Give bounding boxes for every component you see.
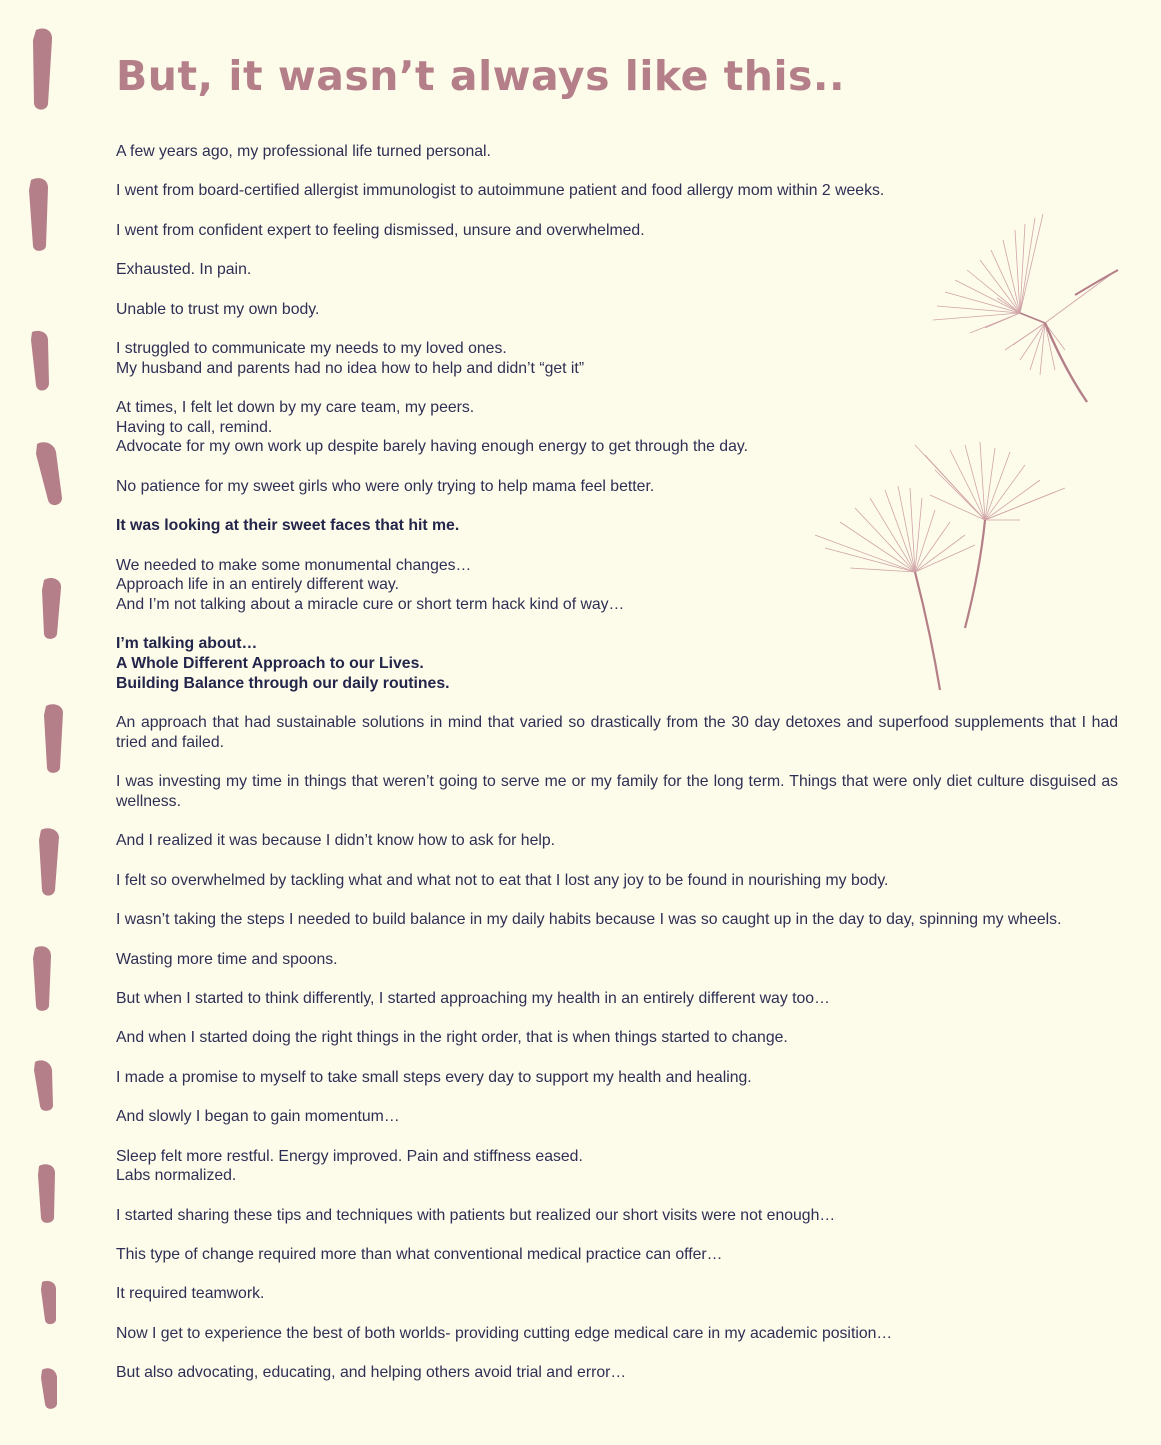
- paragraph-line: Labs normalized.: [116, 1167, 237, 1185]
- paragraph-line: A Whole Different Approach to our Lives.: [116, 655, 424, 673]
- paragraph-line: Having to call, remind.: [116, 418, 273, 436]
- brush-stroke: [39, 828, 59, 895]
- paragraph-line: Now I get to experience the best of both worlds- providing cutting edge medical care in my academic position…: [116, 1324, 893, 1342]
- paragraph-line: Building Balance through our daily routines.: [116, 674, 450, 692]
- paragraph: [116, 398, 1118, 457]
- paragraph-line: We needed to make some monumental changes…: [116, 556, 472, 574]
- paragraph: [116, 1107, 1118, 1127]
- paragraph: [116, 713, 1118, 752]
- paragraph-line: I went from confident expert to feeling dismissed, unsure and overwhelmed.: [116, 221, 645, 239]
- paragraph-line: But when I started to think differently, I started approaching my health in an entirely different way too…: [116, 989, 830, 1007]
- paragraph: [116, 142, 1118, 162]
- paragraph-line: Sleep felt more restful. Energy improved. Pain and stiffness eased.: [116, 1147, 583, 1165]
- paragraph-line: I felt so overwhelmed by tackling what and what not to eat that I lost any joy to be found in nourishing my body.: [116, 871, 889, 889]
- paragraph-line: It was looking at their sweet faces that hit me.: [116, 517, 460, 535]
- paragraph-line: At times, I felt let down by my care team, my peers.: [116, 399, 475, 417]
- brush-stroke: [33, 28, 52, 109]
- paragraph-line: My husband and parents had no idea how to help and didn’t “get it”: [116, 359, 585, 377]
- paragraph-line: I started sharing these tips and techniques with patients but realized our short visits were not enough…: [116, 1206, 836, 1224]
- paragraph: [116, 260, 1118, 280]
- bold-paragraph: [116, 516, 1118, 536]
- paragraph: [116, 1363, 1118, 1383]
- paragraph-line: No patience for my sweet girls who were only trying to help mama feel better.: [116, 477, 655, 495]
- paragraph: [116, 221, 1118, 241]
- paragraph-line: Approach life in an entirely different way.: [116, 576, 400, 594]
- paragraph-line: I wasn’t taking the steps I needed to build balance in my daily habits because I was so caught up in the day to day, spinning my wheels.: [116, 911, 1062, 929]
- paragraph-line: An approach that had sustainable solutions in mind that varied so drastically from the 30 day detoxes and superfood supplements that I had tried and failed.: [116, 714, 1118, 751]
- brush-strokes-svg: [0, 0, 90, 1440]
- brush-stroke: [44, 704, 63, 773]
- paragraph-line: I struggled to communicate my needs to my loved ones.: [116, 339, 507, 357]
- paragraph-line: And slowly I began to gain momentum…: [116, 1108, 400, 1126]
- story-text: [116, 142, 1118, 1403]
- paragraph: [116, 1284, 1118, 1304]
- paragraph-line: Exhausted. In pain.: [116, 261, 252, 279]
- paragraph: [116, 1147, 1118, 1186]
- paragraph-line: I went from board-certified allergist immunologist to autoimmune patient and food allergy mom within 2 weeks.: [116, 182, 885, 200]
- paragraph-line: Wasting more time and spoons.: [116, 950, 338, 968]
- brush-stroke: [42, 578, 61, 639]
- paragraph: [116, 871, 1118, 891]
- paragraph: [116, 950, 1118, 970]
- paragraph-line: I was investing my time in things that weren’t going to serve me or my family for the long term. Things that were only diet culture disguised as wellness.: [116, 773, 1118, 811]
- paragraph-line: This type of change required more than what conventional medical practice can offer…: [116, 1246, 723, 1264]
- paragraph: [116, 910, 1118, 930]
- paragraph: [116, 556, 1118, 615]
- paragraph: [116, 1324, 1118, 1344]
- brush-stroke: [33, 946, 51, 1011]
- brush-stroke-column: [0, 0, 90, 1440]
- paragraph: [116, 1245, 1118, 1265]
- bold-paragraph: [116, 634, 1118, 693]
- paragraph: [116, 772, 1118, 811]
- brush-stroke: [41, 1281, 56, 1324]
- paragraph-line: And I’m not talking about a miracle cure or short term hack kind of way…: [116, 596, 625, 614]
- paragraph-line: It required teamwork.: [116, 1285, 265, 1303]
- paragraph: [116, 1028, 1118, 1048]
- paragraph: [116, 1206, 1118, 1226]
- brush-stroke: [31, 331, 49, 391]
- paragraph: [116, 989, 1118, 1009]
- page-title: But, it wasn’t always like this..: [116, 52, 846, 100]
- paragraph-line: And when I started doing the right things in the right order, that is when things started to change.: [116, 1029, 788, 1047]
- brush-stroke: [36, 442, 62, 505]
- paragraph-line: I made a promise to myself to take small steps every day to support my health and healing.: [116, 1068, 752, 1086]
- paragraph-line: Unable to trust my own body.: [116, 300, 320, 318]
- paragraph-line: I’m talking about…: [116, 635, 258, 653]
- brush-stroke: [41, 1368, 57, 1409]
- brush-stroke: [29, 178, 48, 251]
- paragraph: [116, 477, 1118, 497]
- brush-stroke: [38, 1164, 55, 1223]
- paragraph-line: But also advocating, educating, and helping others avoid trial and error…: [116, 1364, 627, 1382]
- paragraph-line: A few years ago, my professional life turned personal.: [116, 143, 491, 160]
- paragraph: [116, 181, 1118, 201]
- paragraph-line: Advocate for my own work up despite barely having enough energy to get through the day.: [116, 438, 748, 456]
- paragraph: [116, 300, 1118, 320]
- paragraph: [116, 339, 1118, 378]
- paragraph: [116, 1068, 1118, 1088]
- paragraph-line: And I realized it was because I didn’t know how to ask for help.: [116, 832, 556, 850]
- brush-stroke: [34, 1060, 53, 1110]
- paragraph: [116, 831, 1118, 851]
